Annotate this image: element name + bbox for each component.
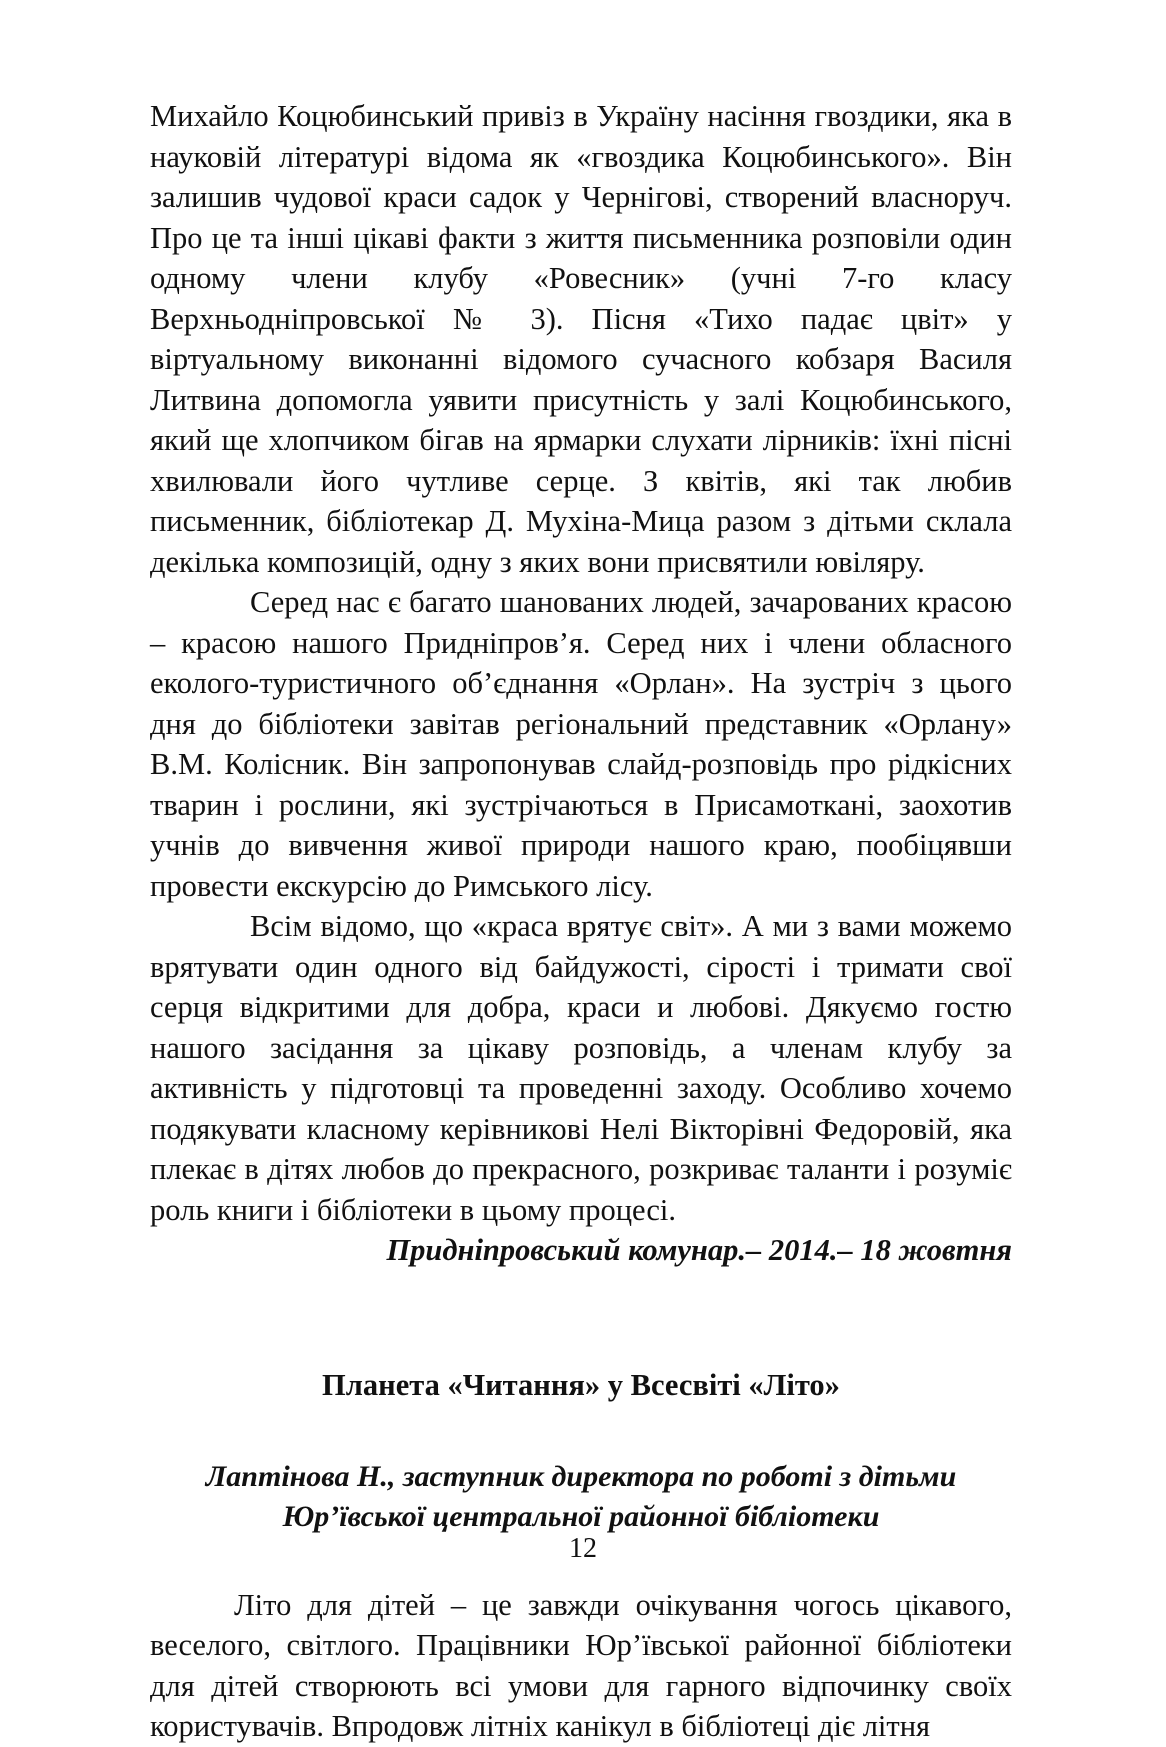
article-paragraph-1: Літо для дітей – це завжди очікування чогось цікавого, веселого, світлого. Працівники Юр’ївської районної бібліотеки для дітей створюють всі умови для гарного відпочинку своїх користувачів. Впродовж літніх канікул в бібліотеці діє літня xyxy=(150,1587,1012,1743)
document-page xyxy=(150,96,1012,1747)
body-paragraph-2: Серед нас є багато шанованих людей, зачарованих красою – красою нашого Придніпров’я. Серед них і члени обласного еколого-туристичного об’єднання «Орлан». На зустріч з цього дня до бібліотеки завітав регіональний представник «Орлану» В.М. Колісник. Він запропонував слайд-розповідь про рідкісних тварин і рослини, які зустрічаються в Присамоткані, заохотив учнів до вивчення живої природи нашого краю, пообіцявши провести екскурсію до Римського лісу. xyxy=(150,585,1012,903)
body-paragraph-3: Всім відомо, що «краса врятує світ». А ми з вами можемо врятувати один одного від байдужості, сірості і тримати свої серця відкритими для добра, краси и любові. Дякуємо гостю нашого засідання за цікаву розповідь, а членам клубу за активність у підготовці та проведенні заходу. Особливо хочемо подякувати класному керівникові Нелі Вікторівні Федоровій, яка плекає в дітях любов до прекрасного, розкриває таланти і розуміє роль книги і бібліотеки в цьому процесі. xyxy=(150,909,1012,1227)
byline-author: Лаптінова Н., заступник директора по роботі з дітьми xyxy=(205,1459,957,1493)
body-paragraph-1: Михайло Коцюбинський привіз в Україну насіння гвоздики, яка в науковій літературі відома як «гвоздика Коцюбинського». Він залишив чудової краси садок у Чернігові, створений власноруч. Про це та інші цікаві факти з життя письменника розповіли один одному члени клубу «Ровесник» (учні 7-го класу Верхньодніпровської № 3). Пісня «Тихо падає цвіт» у віртуальному виконанні відомого сучасного кобзаря Василя Литвина допомогла уявити присутність у залі Коцюбинського, який ще хлопчиком бігав на ярмарки слухати лірників: їхні пісні хвилювали його чутливе серце. З квітів, які так любив письменник, бібліотекар Д. Мухіна-Мица разом з дітьми склала декілька композицій, одну з яких вони присвятили ювіляру. xyxy=(150,99,1012,579)
source-citation: Придніпровський комунар.– 2014.– 18 жовтня xyxy=(386,1233,1012,1267)
page-number: 12 xyxy=(569,1533,597,1564)
article-title: Планета «Читання» у Всесвіті «Літо» xyxy=(322,1367,840,1402)
article-body xyxy=(150,1585,1012,1747)
article-byline xyxy=(150,1457,1012,1537)
byline-institution: Юр’ївської центральної районної бібліотеки xyxy=(282,1499,880,1533)
